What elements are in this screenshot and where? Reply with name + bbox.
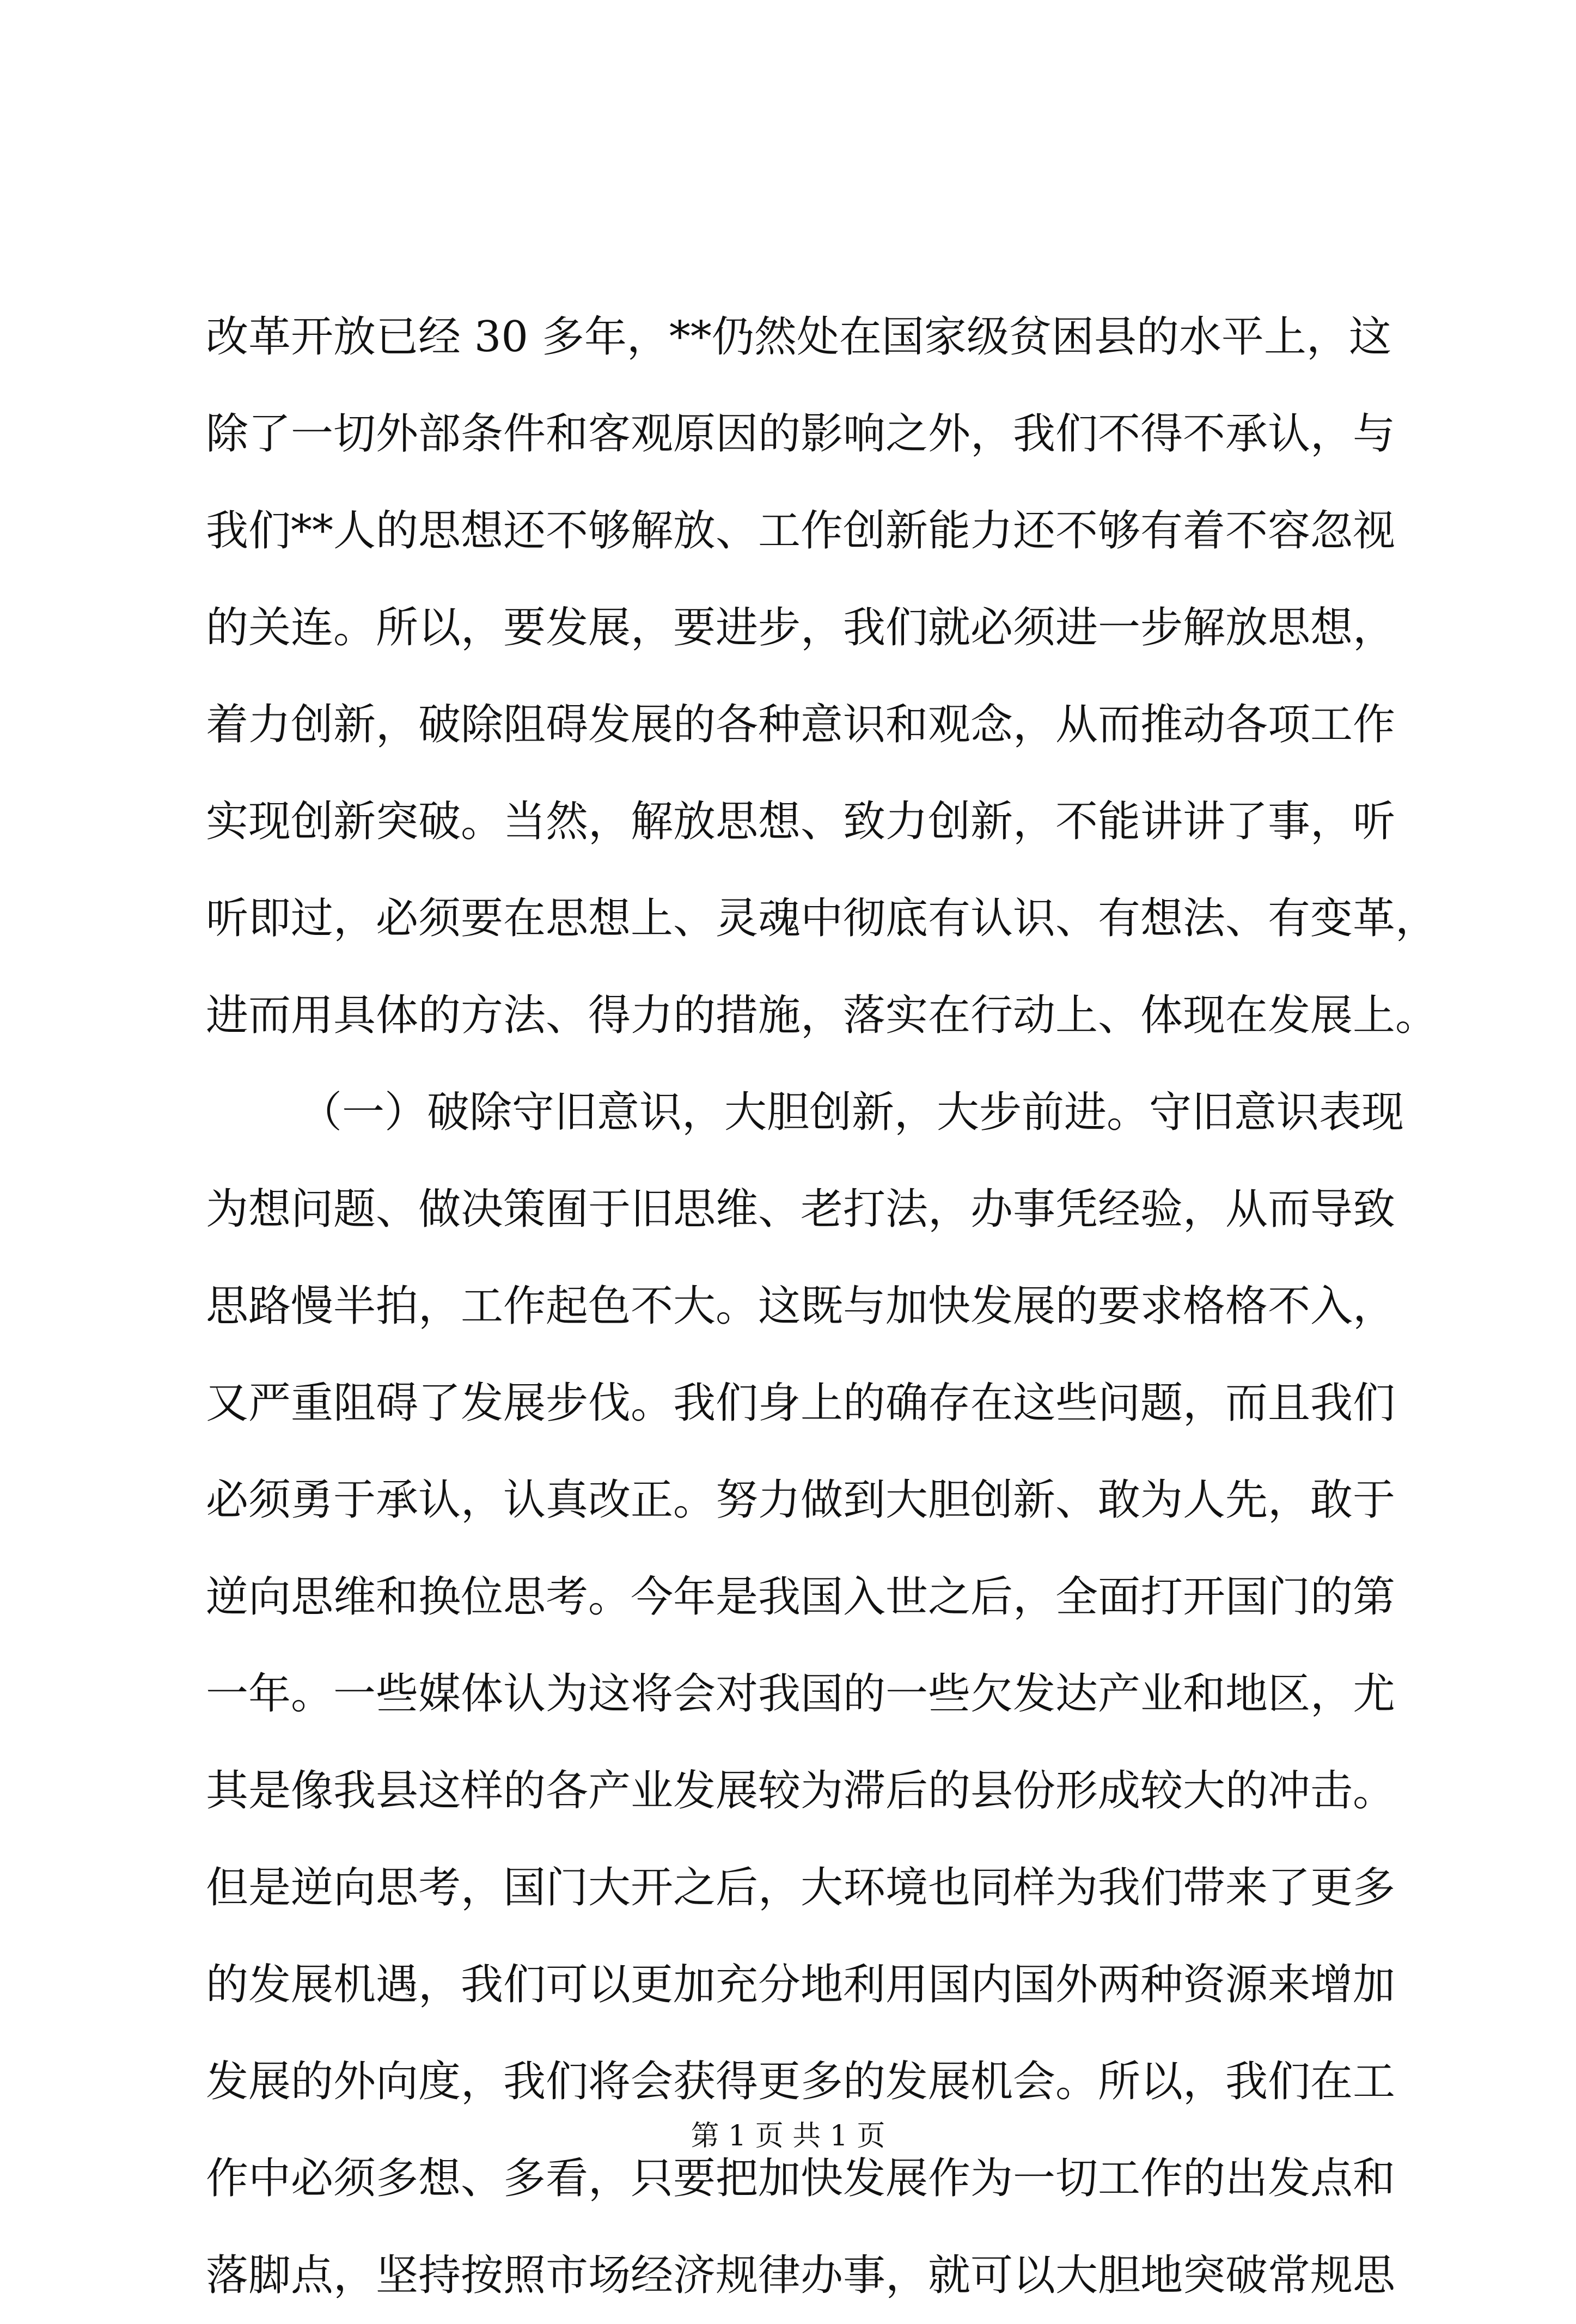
text-line: 又严重阻碍了发展步伐。我们身上的确存在这些问题，而且我们 — [206, 1379, 1396, 1428]
document-body — [206, 289, 1438, 2324]
page-number-label: 第 1 页 共 1 页 — [691, 2120, 885, 2152]
section-heading-line: （一）破除守旧意识，大胆创新，大步前进。守旧意识表现 — [300, 1088, 1404, 1137]
text-line: 必须勇于承认，认真改正。努力做到大胆创新、敢为人先，敢于 — [206, 1476, 1396, 1525]
text-line: 为想问题、做决策囿于旧思维、老打法，办事凭经验，从而导致 — [206, 1185, 1396, 1234]
page-footer — [0, 2117, 1576, 2155]
text-line: 着力创新，破除阻碍发展的各种意识和观念，从而推动各项工作 — [206, 700, 1396, 749]
text-line: 的关连。所以，要发展，要进步，我们就必须进一步解放思想， — [206, 603, 1396, 652]
text-line: 我们**人的思想还不够解放、工作创新能力还不够有着不容忽视 — [206, 506, 1396, 555]
text-line: 作中必须多想、多看，只要把加快发展作为一切工作的出发点和 — [206, 2154, 1396, 2203]
text-line: 改革开放已经 30 多年，**仍然处在国家级贫困县的水平上，这 — [206, 313, 1391, 362]
text-line: 思路慢半拍，工作起色不大。这既与加快发展的要求格格不入， — [206, 1282, 1396, 1331]
text-line: 逆向思维和换位思考。今年是我国入世之后，全面打开国门的第 — [206, 1573, 1396, 1622]
text-line: 其是像我县这样的各产业发展较为滞后的县份形成较大的冲击。 — [206, 1766, 1396, 1815]
text-line: 发展的外向度，我们将会获得更多的发展机会。所以，我们在工 — [206, 2057, 1396, 2106]
text-line: 落脚点，坚持按照市场经济规律办事，就可以大胆地突破常规思 — [206, 2251, 1396, 2300]
text-line: 一年。一些媒体认为这将会对我国的一些欠发达产业和地区，尤 — [206, 1669, 1396, 1718]
text-line: 实现创新突破。当然，解放思想、致力创新，不能讲讲了事，听 — [206, 797, 1396, 846]
text-line: 听即过，必须要在思想上、灵魂中彻底有认识、有想法、有变革， — [206, 894, 1438, 943]
text-line: 除了一切外部条件和客观原因的影响之外，我们不得不承认，与 — [206, 409, 1396, 458]
text-line: 进而用具体的方法、得力的措施，落实在行动上、体现在发展上。 — [206, 991, 1438, 1040]
text-line: 但是逆向思考，国门大开之后，大环境也同样为我们带来了更多 — [206, 1863, 1396, 1912]
text-line: 的发展机遇，我们可以更加充分地利用国内国外两种资源来增加 — [206, 1960, 1396, 2009]
